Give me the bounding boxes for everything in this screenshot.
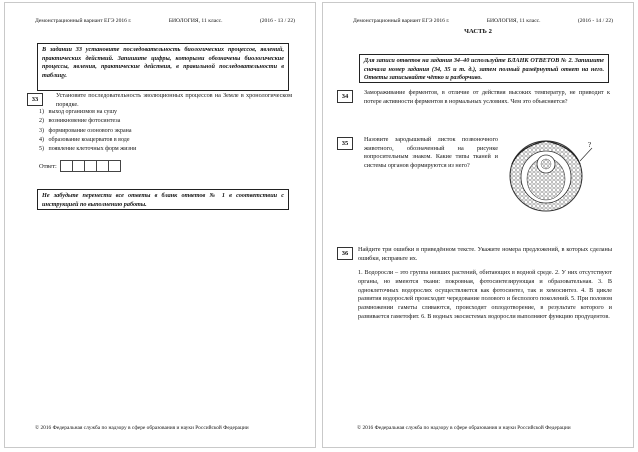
answer-row bbox=[39, 160, 121, 172]
answer-label: Ответ: bbox=[39, 162, 57, 170]
list-item: 1) выход организмов на сушу bbox=[39, 109, 118, 115]
header-page-number: (2016 - 14 / 22) bbox=[577, 18, 613, 24]
figure-question-mark: ? bbox=[588, 141, 592, 149]
header-title: Демонстрационный вариант ЕГЭ 2016 г. bbox=[353, 18, 450, 24]
page-14 bbox=[322, 2, 634, 448]
answer-cell[interactable] bbox=[108, 160, 121, 172]
instruction-text: Для записи ответов на задания 34–40 используйте БЛАНК ОТВЕТОВ № 2. Запишите сначала номер задания (34, 35 и т. д.), затем полный развёрнутый ответ на него. Ответы записывайте чётко и разборчиво. bbox=[364, 57, 604, 82]
instruction-box bbox=[359, 54, 609, 83]
question-33-text: Установите последовательность эволюционных процессов на Земле в хронологическом порядке. bbox=[56, 92, 292, 108]
part-title: ЧАСТЬ 2 bbox=[464, 28, 492, 35]
question-number-33: 33 bbox=[27, 93, 43, 106]
question-36-paragraph: 1. Водоросли – это группа низших растений, обитающих в водной среде. 2. У них отсутствуют органы, но имеются ткани: покровная, фотосинтезирующая и образовательная. 3. В одноклеточных водорослях осуществляется как фотосинтез, так и хемосинтез. 4. В цикле развития водорослей происходит чередование полового и бесполого поколений. 5. При половом размножении гаметы сливаются, происходит оплодотворение, в результате которого и развивается гаметофит. 6. В водных экосистемах водоросли выполняют функцию продуцентов. bbox=[358, 269, 612, 320]
reminder-text: Не забудьте перенести все ответы в бланк ответов № 1 в соответствии с инструкцией по выполнению работы. bbox=[42, 192, 284, 208]
list-item: 5) появление клеточных форм жизни bbox=[39, 146, 137, 153]
page-footer: © 2016 Федеральная служба по надзору в сфере образования и науки Российской Федерации bbox=[35, 425, 249, 431]
header-subject: БИОЛОГИЯ, 11 класс. bbox=[168, 18, 223, 24]
question-number-36: 36 bbox=[337, 247, 353, 260]
list-item: 3) формирование озонового экрана bbox=[39, 127, 132, 134]
header-subject: БИОЛОГИЯ, 11 класс. bbox=[486, 18, 541, 24]
question-34-text: Замораживание ферментов, в отличие от действия высоких температур, не приводит к потере активности ферментов в нормальных условиях. Чем это объясняется? bbox=[364, 89, 610, 105]
question-number-35: 35 bbox=[337, 137, 353, 150]
header-page-number: (2016 - 13 / 22) bbox=[259, 18, 295, 24]
embryo-illustration bbox=[506, 134, 594, 214]
question-36-block bbox=[358, 246, 612, 321]
page-13 bbox=[4, 2, 316, 448]
reminder-box bbox=[37, 189, 289, 210]
question-number-34: 34 bbox=[337, 90, 353, 103]
list-item: 4) образование коацерватов в воде bbox=[39, 136, 130, 143]
answer-cells[interactable] bbox=[61, 160, 121, 172]
instruction-text: В задании 33 установите последовательность биологических процессов, явлений, практических действий. Запишите цифры, которыми обозначены биологические процессы, явления, практические действия, в правильной последовательности в таблицу. bbox=[42, 46, 284, 79]
instruction-box bbox=[37, 43, 289, 91]
header-title: Демонстрационный вариант ЕГЭ 2016 г. bbox=[35, 18, 132, 24]
list-item: 2) возникновение фотосинтеза bbox=[39, 118, 121, 125]
question-36-text: Найдите три ошибки в приведённом тексте. Укажите номера предложений, в которых сделаны ошибки, исправьте их. bbox=[358, 246, 612, 262]
sequence-items bbox=[39, 108, 136, 154]
page-header bbox=[35, 18, 295, 24]
page-footer: © 2016 Федеральная служба по надзору в сфере образования и науки Российской Федерации bbox=[357, 425, 571, 431]
question-35-text: Назовите зародышевый листок позвоночного животного, обозначенный на рисунке вопросительным знаком. Какие типы тканей и системы органов формируются из него? bbox=[364, 136, 498, 170]
page-header bbox=[353, 18, 613, 24]
